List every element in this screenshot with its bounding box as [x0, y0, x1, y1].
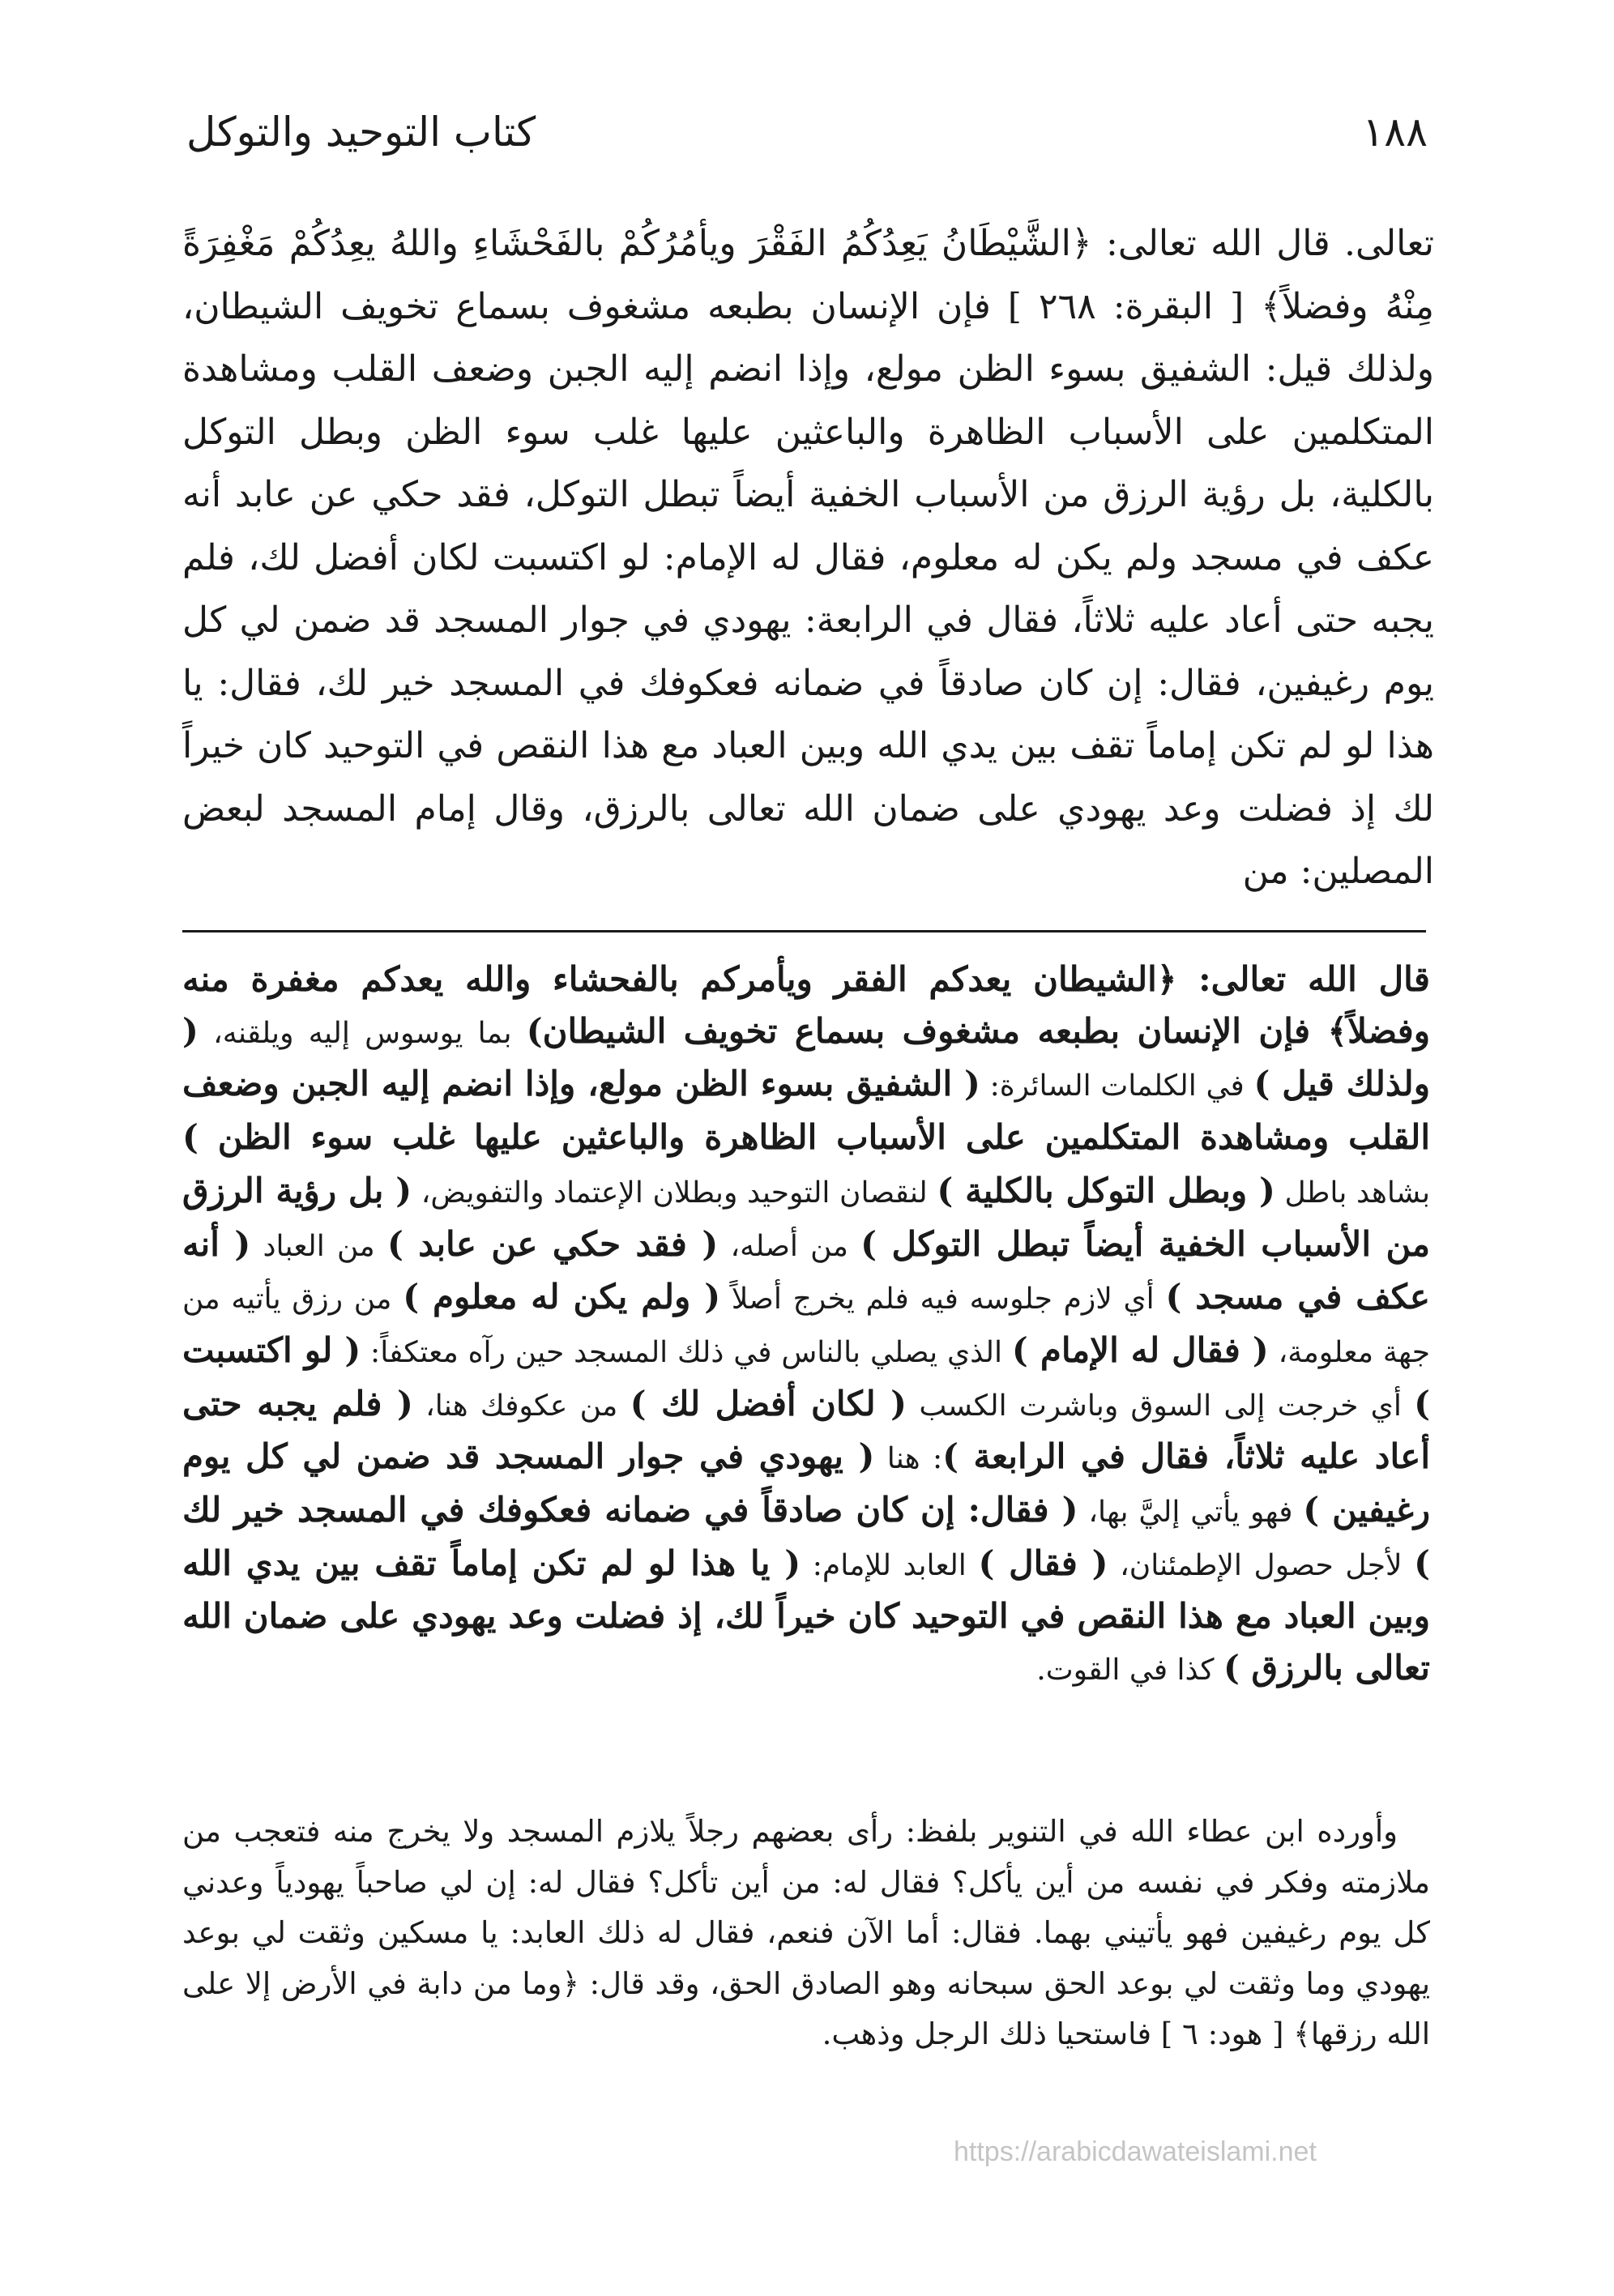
commentary-gloss: الذي يصلي بالناس في ذلك المسجد حين رآه معتكفاً:	[361, 1335, 1012, 1369]
commentary-quote: ( يا هذا لو لم تكن إماماً تقف بين يدي الله وبين العباد مع هذا النقص في التوحيد كان خيراً لك، إذ فضلت وعد يهودي على ضمان الله تعالى بالرزق )	[182, 1543, 1430, 1688]
commentary-gloss: كذا في القوت.	[1036, 1654, 1223, 1688]
commentary-quote: ( فقال: إن كان صادقاً في ضمانه فعكوفك في المسجد خير لك )	[182, 1490, 1431, 1583]
commentary-gloss: العابد للإمام:	[801, 1548, 979, 1582]
commentary-gloss: بشاهد باطل	[1275, 1176, 1431, 1210]
page-header	[186, 104, 1428, 160]
note-text: وأورده ابن عطاء الله في التنوير بلفظ: رأى بعضهم رجلاً يلازم المسجد ولا يخرج منه فتعجب من ملازمته وفكر في نفسه من أين يأكل؟ فقال له: من أين تأكل؟ فقال له: إن لي صاحباً يهودياً وعدني كل يوم رغيفين فهو يأتيني بهما. فقال: أما الآن فنعم، فقال له ذلك العابد: يا مسكين وثقت لي بوعد يهودي وما وثقت لي بوعد الحق سبحانه وهو الصادق الحق، وقد قال: ﴿وما من دابة في الأرض إلا على الله رزقها﴾ [ هود: ٦ ] فاستحيا ذلك الرجل وذهب.	[182, 1814, 1430, 2051]
commentary-gloss: لأجل حصول الإطمئنان،	[1108, 1548, 1415, 1582]
commentary-quote: ( فقد حكي عن عابد )	[386, 1223, 719, 1264]
page-number: ١٨٨	[1362, 109, 1428, 156]
main-text: تعالى. قال الله تعالى: ﴿الشَّيْطَانُ يَعِدُكُمُ الفَقْرَ ويأمُرُكُمْ بالفَحْشَاءِ واللهُ يعِدُكُمْ مَغْفِرَةً مِنْهُ وفضلاً﴾ [ البقرة: ٢٦٨ ] فإن الإنسان بطبعه مشغوف بسماع تخويف الشيطان، ولذلك قيل: الشفيق بسوء الظن مولع، وإذا انضم إليه الجبن وضعف القلب ومشاهدة المتكلمين على الأسباب الظاهرة والباعثين عليها غلب سوء الظن وبطل التوكل بالكلية، بل رؤية الرزق من الأسباب الخفية أيضاً تبطل التوكل، فقد حكي عن عابد أنه عكف في مسجد ولم يكن له معلوم، فقال له الإمام: لو اكتسبت لكان أفضل لك، فلم يجبه حتى أعاد عليه ثلاثاً، فقال في الرابعة: يهودي في جوار المسجد قد ضمن لي كل يوم رغيفين، فقال: إن كان صادقاً في ضمانه فعكوفك في المسجد خير لك، فقال: يا هذا لو لم تكن إماماً تقف بين يدي الله وبين العباد مع هذا النقص في التوحيد كان خيراً لك إذ فضلت وعد يهودي على ضمان الله تعالى بالرزق، وقال إمام المسجد لبعض المصلين: من	[182, 223, 1435, 892]
commentary-quote: ( لكان أفضل لك )	[630, 1383, 907, 1423]
commentary-quote: قال الله تعالى: ﴿الشيطان يعدكم الفقر ويأمركم بالفحشاء والله يعدكم مغفرة منه وفضلاً﴾ فإن الإنسان بطبعه مشغوف بسماع تخويف الشيطان)	[182, 959, 1430, 1051]
commentary-gloss: في الكلمات السائرة:	[980, 1069, 1254, 1103]
commentary-gloss: بما يوسوس إليه ويلقنه،	[198, 1016, 527, 1050]
commentary-gloss: فهو يأتي إليَّ بها،	[1078, 1496, 1304, 1530]
commentary-quote: ( أنه عكف في مسجد )	[182, 1223, 1430, 1317]
commentary-quote: ( فقال له الإمام )	[1011, 1329, 1269, 1370]
commentary-quote: ( يهودي في جوار المسجد قد ضمن لي كل يوم رغيفين )	[182, 1436, 1430, 1530]
commentary-gloss: أي خرجت إلى السوق وباشرت الكسب	[907, 1389, 1415, 1423]
commentary-gloss: : هنا	[874, 1442, 943, 1476]
commentary-quote: ( ولم يكن له معلوم )	[403, 1277, 721, 1317]
commentary-quote: ( بل رؤية الرزق من الأسباب الخفية أيضاً تبطل التوكل )	[182, 1170, 1430, 1264]
commentary-gloss: من عكوفك هنا،	[412, 1389, 630, 1423]
commentary-quote: ( لو اكتسبت )	[182, 1329, 1431, 1423]
commentary-quote: ( فلم يجبه حتى أعاد عليه ثلاثاً، فقال في الرابعة )	[182, 1383, 1430, 1477]
commentary-gloss: أي لازم جلوسه فيه فلم يخرج أصلاً	[720, 1282, 1166, 1317]
commentary-gloss: من أصله،	[718, 1229, 861, 1263]
note-paragraph	[182, 1807, 1430, 2060]
divider-line	[182, 930, 1426, 932]
commentary-gloss: من العباد	[250, 1229, 387, 1263]
commentary-gloss: لنقصان التوحيد وبطلان الإعتماد والتفويض،	[412, 1176, 937, 1210]
commentary-quote: ( فقال )	[978, 1543, 1108, 1583]
watermark-url: https://arabicdawateislami.net	[954, 2136, 1317, 2167]
commentary-gloss: من رزق يأتيه من جهة معلومة،	[182, 1282, 1430, 1369]
commentary-quote: ( ولذلك قيل )	[182, 1010, 1430, 1104]
commentary-text	[182, 954, 1430, 1696]
commentary-quote: ( الشفيق بسوء الظن مولع، وإذا انضم إليه الجبن وضعف القلب ومشاهدة المتكلمين على الأسباب الظاهرة والباعثين عليها غلب سوء الظن )	[182, 1064, 1430, 1158]
commentary-quote: ( وبطل التوكل بالكلية )	[937, 1170, 1275, 1210]
book-title: كتاب التوحيد والتوكل	[186, 109, 536, 156]
